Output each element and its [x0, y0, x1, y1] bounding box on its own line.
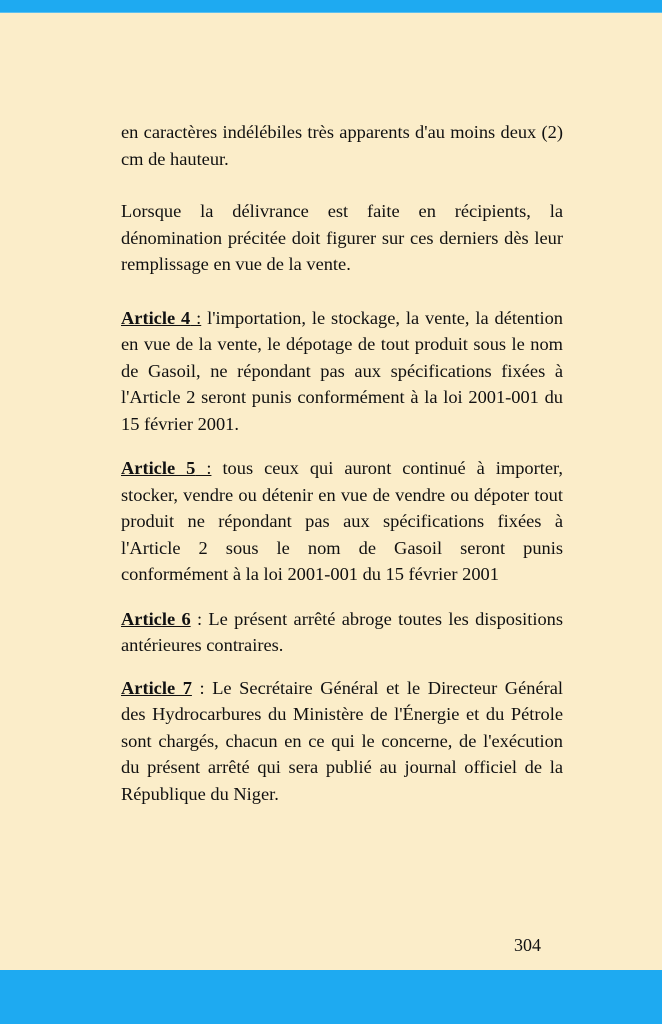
article-6	[121, 606, 563, 659]
paragraph-continuation: en caractères indélébiles très apparents d'au moins deux (2) cm de hauteur.	[121, 122, 563, 169]
article-4-text: l'importation, le stockage, la vente, la détention en vue de la vente, le dépotage de tout produit sous le nom de Gasoil, ne répondant pas aux spécifications fixées à l'Article 2 seront punis conformément à la loi 2001-001 du 15 février 2001.	[121, 307, 563, 434]
article-6-text: : Le présent arrêté abroge toutes les dispositions antérieures contraires.	[121, 608, 563, 655]
article-7	[121, 675, 563, 808]
top-toolbar-bar	[0, 0, 662, 13]
article-5-text: tous ceux qui auront continué à importer, stocker, vendre ou détenir en vue de vendre ou dépoter tout produit ne répondant pas aux spécifications fixées à l'Article 2 sous le nom de Gasoil seront punis conformément à la loi 2001-001 du 15 février 2001	[121, 458, 563, 584]
article-6-label: Article 6	[121, 608, 191, 629]
article-5-separator: :	[195, 458, 212, 478]
article-4	[121, 305, 563, 438]
article-5-label: Article 5	[121, 458, 196, 478]
page-number: 304	[514, 935, 541, 955]
document-page-content	[121, 119, 563, 807]
article-7-label: Article 7	[121, 677, 192, 698]
article-5	[121, 455, 563, 588]
bottom-toolbar-bar	[0, 970, 662, 1024]
paragraph-delivery: Lorsque la délivrance est faite en récipients, la dénomination précitée doit figurer sur ces derniers dès leur remplissage en vue de la vente.	[121, 201, 563, 274]
article-7-text: : Le Secrétaire Général et le Directeur Général des Hydrocarbures du Ministère de l'Énergie et du Pétrole sont chargés, chacun en ce qui le concerne, de l'exécution du présent arrêté qui sera publié au journal officiel de la République du Niger.	[121, 677, 564, 804]
article-4-label: Article 4	[121, 307, 191, 328]
article-4-separator: :	[190, 307, 202, 328]
